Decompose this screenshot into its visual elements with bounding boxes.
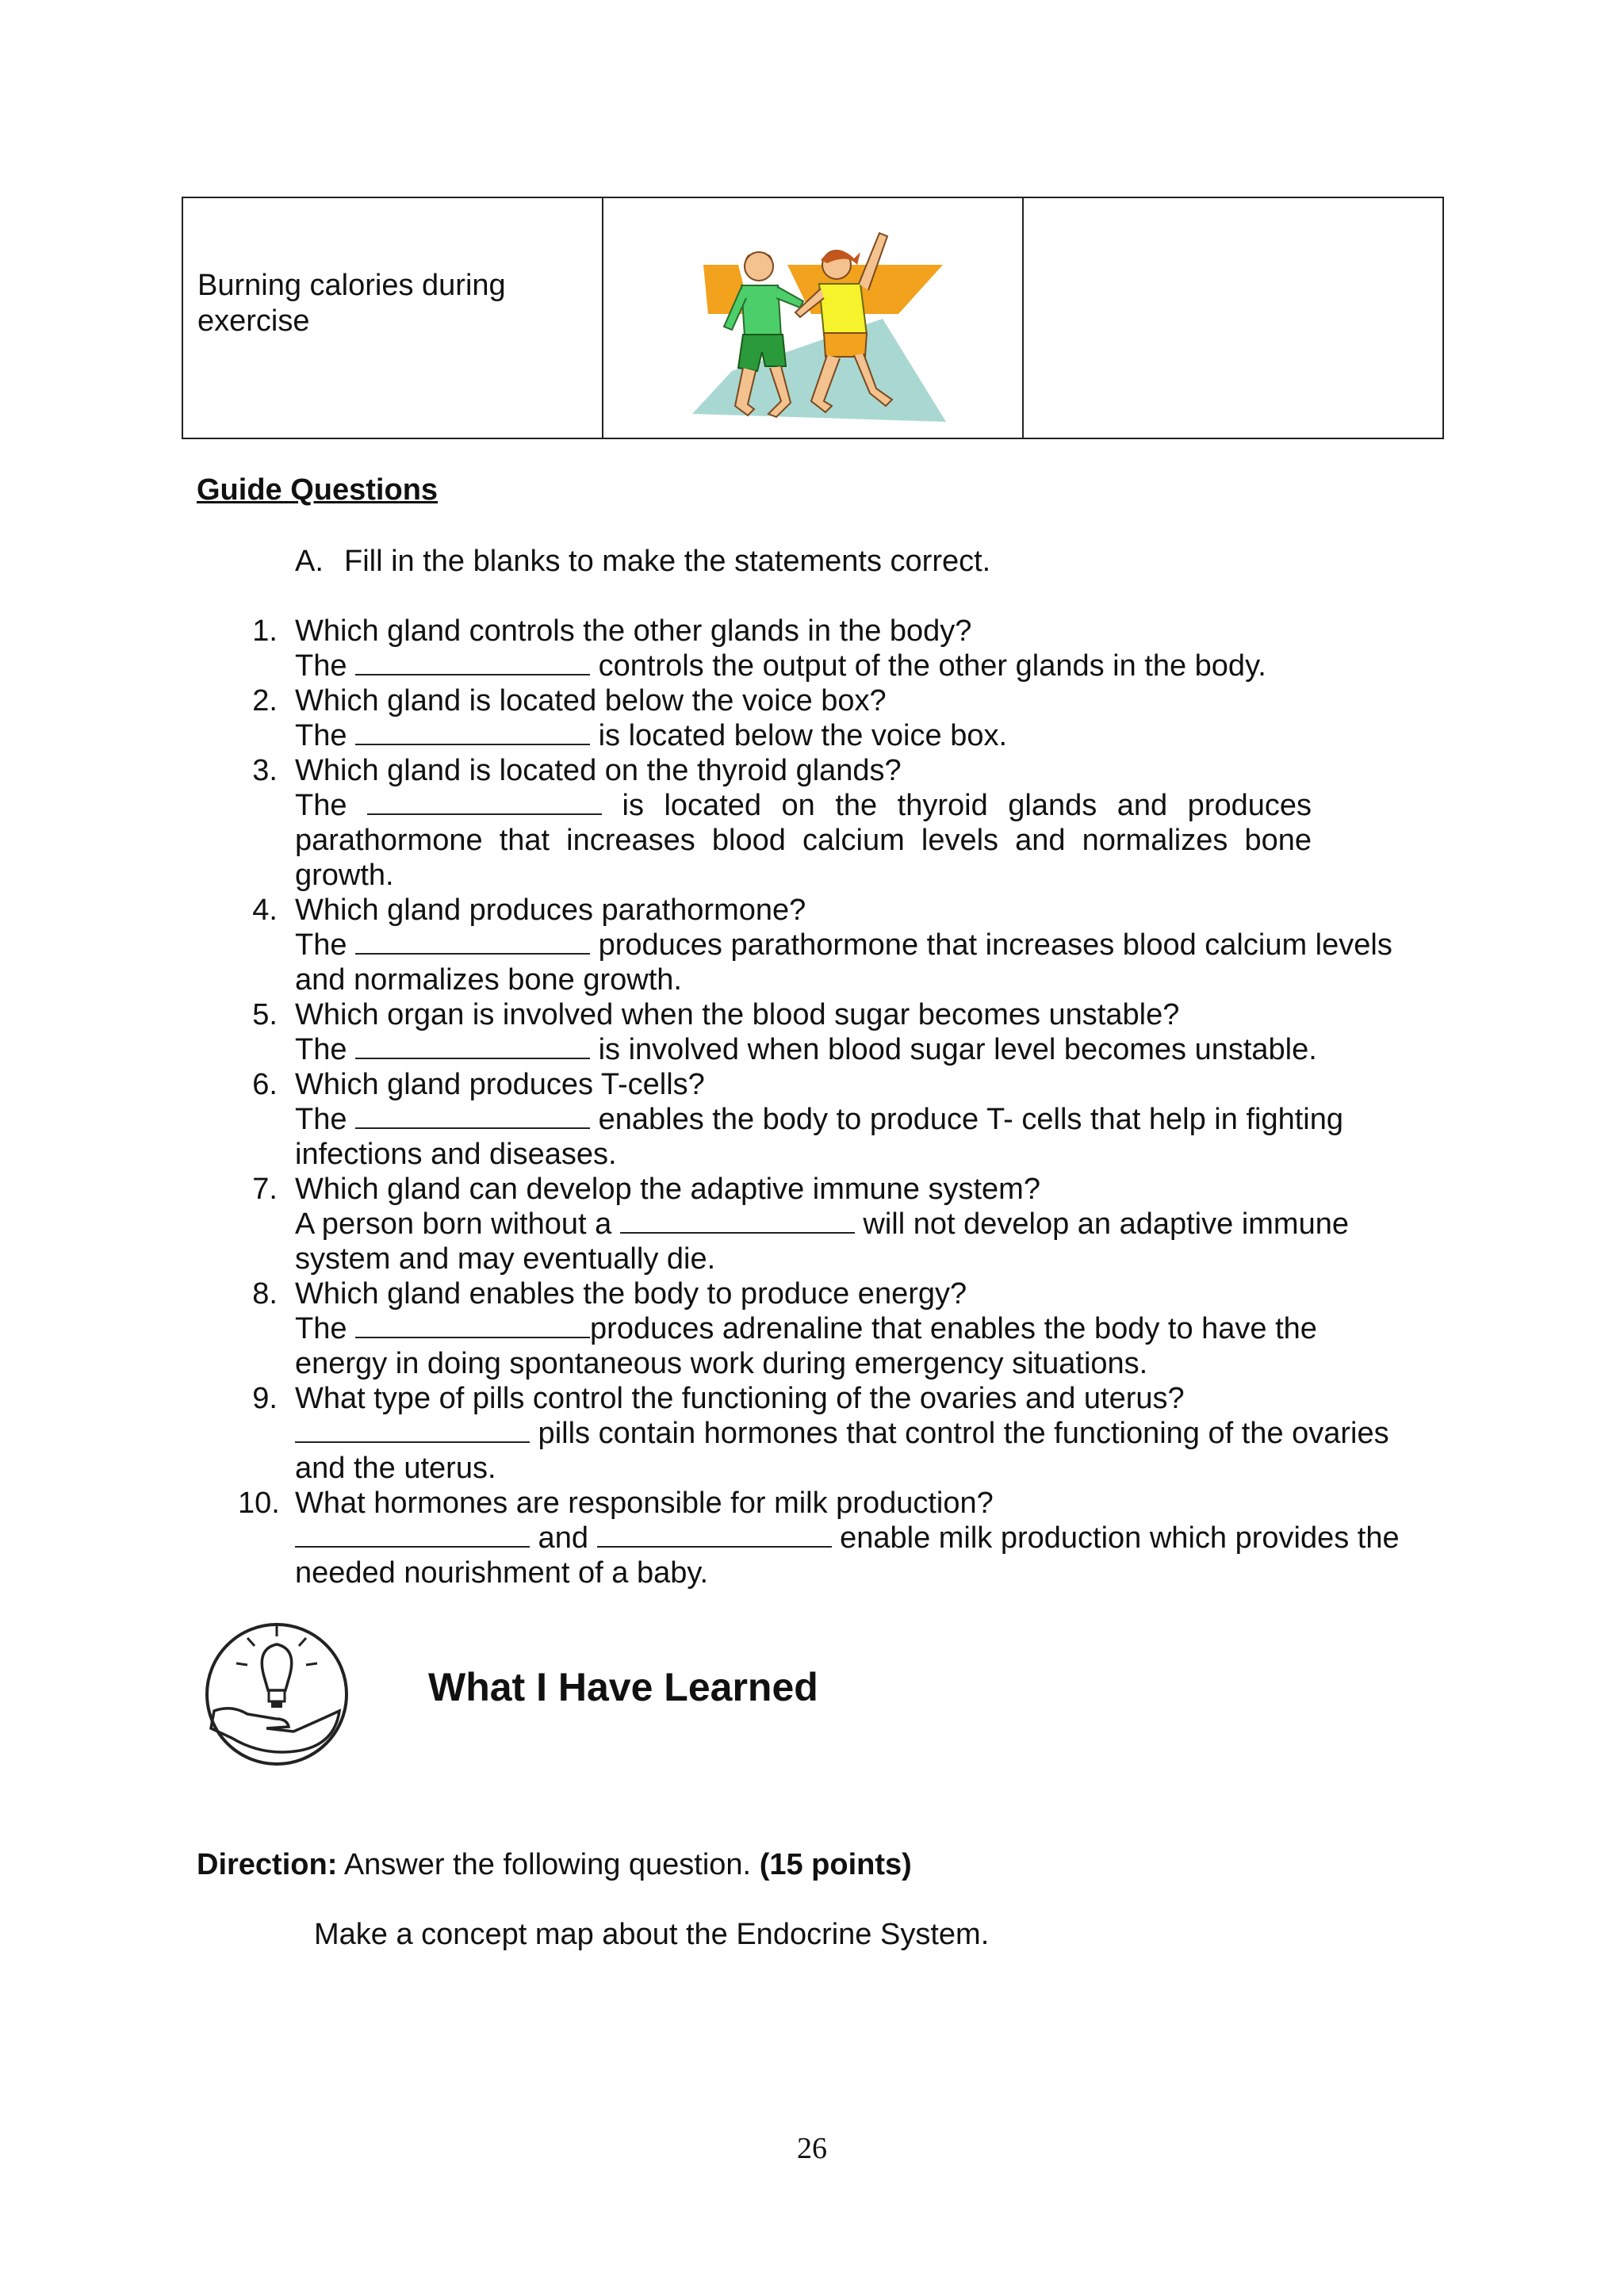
answer-statement: A person born without a will not develop an adaptive immune system and may eventually die. [295, 1207, 1349, 1276]
question-number: 10. [238, 1487, 280, 1520]
row-label: Burning calories during exercise [197, 269, 506, 338]
answer-statement: The is located on the thyroid glands and produces parathormone that increases blood calcium levels and normalizes bone growth. [295, 789, 1312, 892]
question-item [238, 1381, 1404, 1486]
direction-label: Direction: [197, 1848, 338, 1881]
answer-blank[interactable] [597, 1522, 832, 1548]
question-item [238, 1067, 1404, 1172]
answer-blank[interactable] [620, 1208, 855, 1234]
answer-blank[interactable] [367, 790, 602, 815]
question-text: What type of pills control the functioning of the ovaries and uterus? [295, 1382, 1185, 1415]
answer-blank[interactable] [295, 1522, 530, 1548]
table-cell-image [603, 198, 1024, 438]
answer-statement: The is located below the voice box. [295, 719, 1008, 752]
instruction-a [295, 544, 990, 580]
question-text: Which gland produces parathormone? [295, 894, 806, 927]
question-number: 9. [252, 1382, 278, 1415]
question-text: Which gland produces T-cells? [295, 1068, 705, 1101]
question-text: Which organ is involved when the blood sugar becomes unstable? [295, 998, 1180, 1031]
question-text: Which gland controls the other glands in the body? [295, 614, 972, 648]
answer-blank[interactable] [355, 650, 590, 675]
question-number: 4. [252, 894, 278, 927]
question-number: 2. [252, 684, 278, 718]
direction-points: (15 points) [759, 1848, 912, 1881]
question-text: What hormones are responsible for milk production? [295, 1487, 994, 1520]
question-item [238, 683, 1404, 753]
table-cell-label [183, 198, 603, 438]
answer-statement: The controls the output of the other glands in the body. [295, 649, 1266, 683]
question-number: 7. [252, 1173, 278, 1206]
two-people-exercising-clipart [692, 225, 946, 427]
question-item [238, 1486, 1404, 1590]
what-i-have-learned-title: What I Have Learned [428, 1665, 818, 1709]
answer-statement: The enables the body to produce T- cells that help in fighting infections and diseases. [295, 1103, 1343, 1171]
question-text: Which gland is located below the voice box? [295, 684, 887, 718]
question-item [238, 1276, 1404, 1381]
direction [197, 1847, 912, 1883]
question-text: Which gland can develop the adaptive immune system? [295, 1173, 1040, 1206]
answer-blank[interactable] [355, 1034, 590, 1059]
answer-statement: The produces adrenaline that enables the body to have the energy in doing spontaneous work during emergency situations. [295, 1312, 1317, 1380]
lightbulb-hand-icon [200, 1617, 354, 1771]
answer-blank[interactable] [295, 1418, 530, 1443]
answer-blank[interactable] [355, 929, 590, 955]
exercise-table-row [182, 197, 1444, 439]
question-text: Which gland enables the body to produce energy? [295, 1277, 967, 1311]
direction-text: Answer the following question. [337, 1848, 760, 1881]
questions-list [238, 614, 1404, 1590]
question-number: 6. [252, 1068, 278, 1101]
question-item [238, 753, 1404, 893]
page-number: 26 [797, 2132, 827, 2165]
answer-blank[interactable] [355, 1104, 590, 1129]
question-number: 1. [252, 614, 278, 648]
question-number: 8. [252, 1277, 278, 1311]
answer-statement: and enable milk production which provides the needed nourishment of a baby. [295, 1521, 1400, 1590]
question-text: Which gland is located on the thyroid glands? [295, 754, 902, 787]
question-item [238, 893, 1404, 997]
instruction-marker: A. [295, 545, 324, 578]
answer-statement: pills contain hormones that control the functioning of the ovaries and the uterus. [295, 1417, 1389, 1485]
table-cell-empty [1024, 198, 1442, 438]
instruction-text: Fill in the blanks to make the statements correct. [344, 545, 991, 578]
task-text: Make a concept map about the Endocrine System. [314, 1918, 990, 1951]
answer-statement: The is involved when blood sugar level becomes unstable. [295, 1033, 1317, 1066]
question-item [238, 614, 1404, 683]
guide-questions-title: Guide Questions [197, 473, 439, 507]
question-number: 3. [252, 754, 278, 787]
question-item [238, 997, 1404, 1067]
answer-statement: The produces parathormone that increases blood calcium levels and normalizes bone growth. [295, 928, 1392, 997]
answer-blank[interactable] [355, 1313, 590, 1338]
answer-blank[interactable] [355, 720, 590, 745]
question-number: 5. [252, 998, 278, 1031]
question-item [238, 1172, 1404, 1276]
